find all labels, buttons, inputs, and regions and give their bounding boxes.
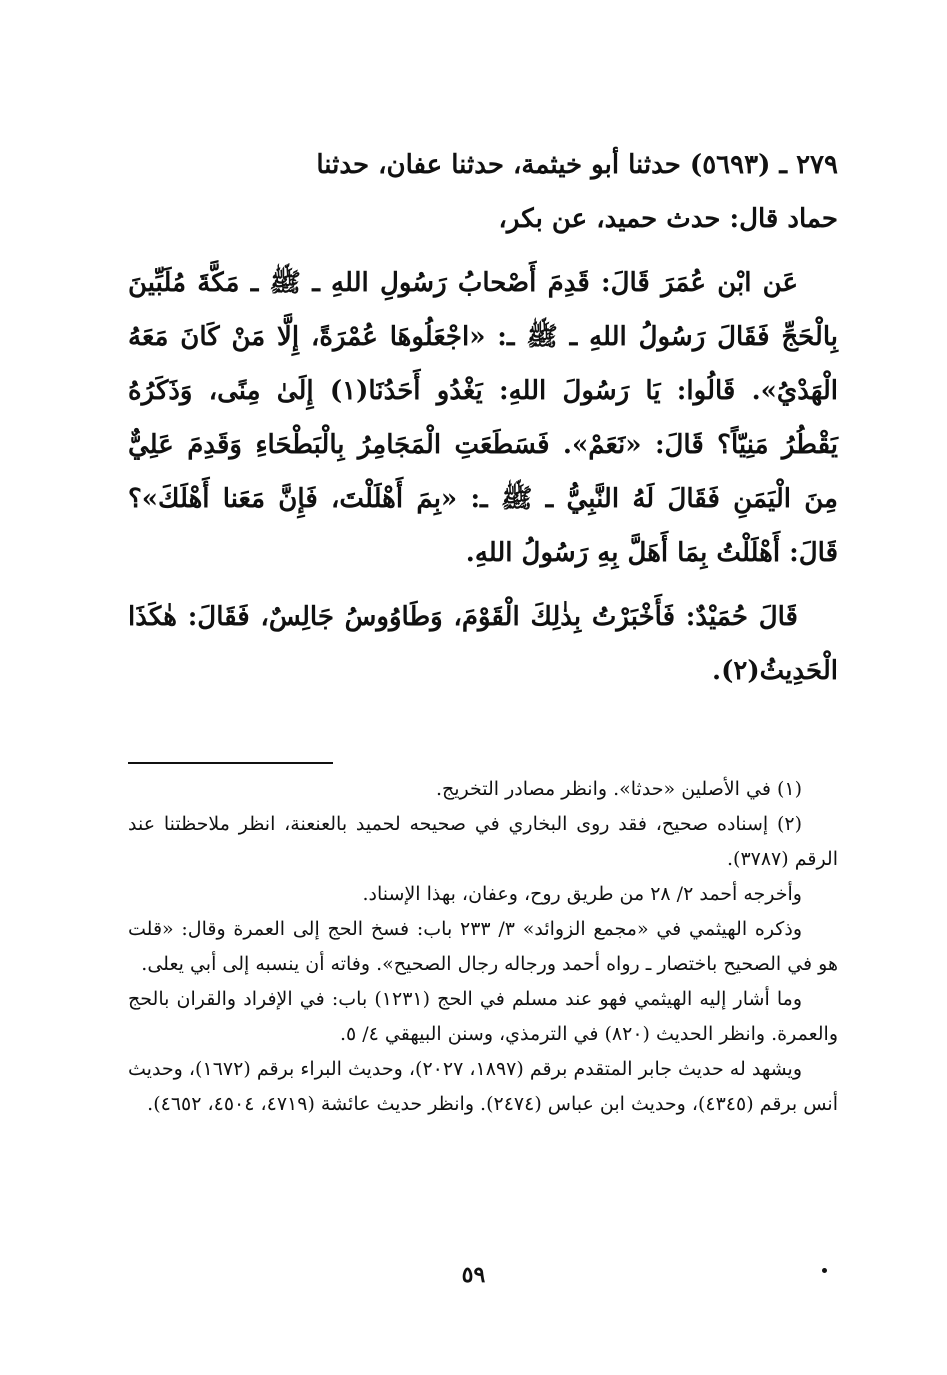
isnad-line-1: ٢٧٩ ـ (٥٦٩٣) حدثنا أبو خيثمة، حدثنا عفان، حدثنا: [316, 150, 838, 180]
isnad-line-2: حماد قال: حدث حميد، عن بكر،: [498, 204, 838, 234]
footnote-2: (٢) إسناده صحيح، فقد روى البخاري في صحيحه لحميد بالعنعنة، انظر ملاحظتنا عند الرقم (٣٧٨٧).: [128, 813, 838, 870]
footnote-2-haythami: وذكره الهيثمي في «مجمع الزوائد» ٣/ ٢٣٣ باب: فسخ الحج إلى العمرة وقال: «قلت هو في الصحيح باختصار ـ رواه أحمد ورجاله رجال الصحيح». وفاته أن ينسبه إلى أبي يعلى.: [128, 918, 838, 975]
humaid-statement: قَالَ حُمَيْدٌ: فَأَخْبَرْتُ بِذٰلِكَ الْقَوْمَ، وَطَاوُوسُ جَالِسٌ، فَقَالَ: هٰكَذَا الْحَدِيثُ(٢).: [128, 602, 838, 686]
footnotes: [128, 772, 838, 1122]
footnote-separator: [128, 762, 333, 764]
ink-dot: [822, 1268, 827, 1273]
hadith-matn: عَن ابْن عُمَرَ قَالَ: قَدِمَ أَصْحابُ رَسُولِ اللهِ ـ ﷺ ـ مَكَّةَ مُلَبِّينَ بِالْحَجِّ فَقَالَ رَسُولُ اللهِ ـ ﷺ ـ: «اجْعَلُوهَا عُمْرَةً، إِلَّا مَنْ كَانَ مَعَهُ الْهَدْيُ». قَالُوا: يَا رَسُولَ اللهِ: يَغْدُو أَحَدُنَا(١) إِلَىٰ مِنًى، وَذَكَرُهُ يَقْطُرُ مَنِيّاً؟ قَالَ: «نَعَمْ». فَسَطَعَتِ الْمَجَامِرُ بِالْبَطْحَاءِ وَقَدِمَ عَلِيٌّ مِنَ الْيَمَنِ فَقَالَ لَهُ النَّبِيُّ ـ ﷺ ـ: «بِمَ أَهْلَلْتَ، فَإِنَّ مَعَنا أَهْلَكَ»؟ قَالَ: أَهْلَلْتُ بِمَا أَهَلَّ بِهِ رَسُولُ اللهِ.: [128, 268, 839, 568]
footnote-2-muslim: وما أشار إليه الهيثمي فهو عند مسلم في الحج (١٢٣١) باب: في الإفراد والقران بالحج والعمرة. وانظر الحديث (٨٢٠) في الترمذي، وسنن البيهقي ٤/ ٥.: [128, 988, 838, 1045]
footnote-2-takhrij-ahmad: وأخرجه أحمد ٢/ ٢٨ من طريق روح، وعفان، بهذا الإسناد.: [362, 883, 802, 905]
footnote-separator-wrap: [128, 698, 838, 772]
footnote-1: (١) في الأصلين «حدثا». وانظر مصادر التخريج.: [435, 778, 802, 800]
page-number: ٥٩: [461, 1262, 486, 1288]
page-body: [128, 138, 838, 1122]
isnad: [128, 138, 838, 246]
footnote-2-shawahid: ويشهد له حديث جابر المتقدم برقم (١٨٩٧، ٢٠٢٧)، وحديث البراء برقم (١٦٧٢)، وحديث أنس برقم (٤٣٤٥)، وحديث ابن عباس (٢٤٧٤). وانظر حديث عائشة (٤٧١٩، ٤٥٠٤، ٤٦٥٢).: [128, 1058, 838, 1115]
